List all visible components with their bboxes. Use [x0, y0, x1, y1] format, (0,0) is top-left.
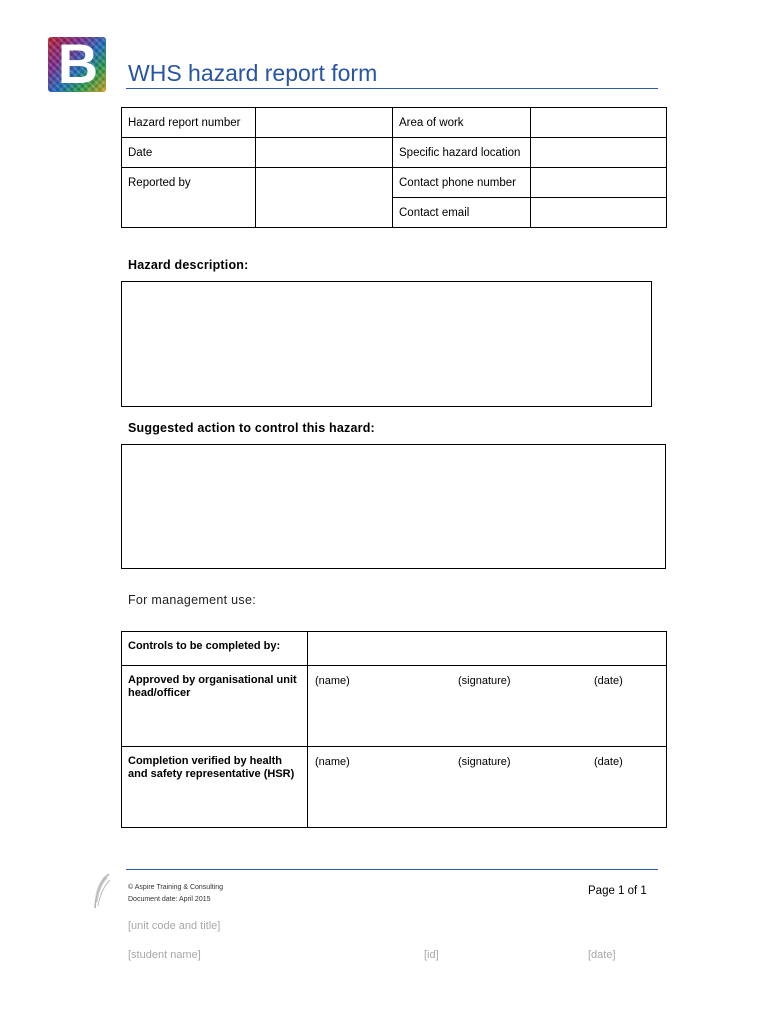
controls-field[interactable]: [308, 632, 667, 666]
document-date: Document date: April 2015: [128, 896, 211, 903]
management-table: [121, 631, 667, 828]
student-placeholder: [student name]: [128, 949, 201, 961]
table-row: [122, 108, 667, 138]
info-label: Reported by: [122, 168, 256, 228]
date-placeholder: [date]: [588, 949, 616, 961]
page-number: Page 1 of 1: [588, 885, 647, 897]
feather-icon: [92, 872, 112, 912]
hazard-description-box[interactable]: [121, 281, 652, 407]
info-label: Hazard report number: [122, 108, 256, 138]
table-row: [122, 747, 667, 828]
management-intro: For management use:: [128, 593, 256, 607]
signature-caption: (signature): [458, 756, 511, 768]
verified-by-field[interactable]: [308, 747, 667, 828]
info-label: Contact email: [393, 198, 531, 228]
approved-by-field[interactable]: [308, 666, 667, 747]
footer-divider: [126, 869, 658, 870]
hazard-report-number-field[interactable]: [256, 108, 393, 138]
reported-by-field[interactable]: [256, 168, 393, 228]
date-caption: (date): [594, 675, 623, 687]
table-row: [122, 666, 667, 747]
suggested-action-label: Suggested action to control this hazard:: [128, 421, 375, 435]
date-caption: (date): [594, 756, 623, 768]
approved-by-label: Approved by organisational unit head/officer: [122, 666, 308, 747]
title-divider: [126, 88, 658, 89]
info-label: Contact phone number: [393, 168, 531, 198]
info-label: Area of work: [393, 108, 531, 138]
hazard-description-label: Hazard description:: [128, 258, 249, 272]
name-caption: (name): [315, 675, 350, 687]
verified-by-label: Completion verified by health and safety representative (HSR): [122, 747, 308, 828]
table-row: [122, 138, 667, 168]
id-placeholder: [id]: [424, 949, 439, 961]
copyright-text: © Aspire Training & Consulting: [128, 884, 224, 891]
area-of-work-field[interactable]: [531, 108, 667, 138]
logo-letter: B: [57, 37, 97, 92]
controls-label: Controls to be completed by:: [122, 632, 308, 666]
date-field[interactable]: [256, 138, 393, 168]
table-row: [122, 168, 667, 198]
info-label: Date: [122, 138, 256, 168]
contact-email-field[interactable]: [531, 198, 667, 228]
table-row: [122, 632, 667, 666]
info-table: [121, 107, 667, 228]
unit-placeholder: [unit code and title]: [128, 920, 221, 932]
suggested-action-box[interactable]: [121, 444, 666, 569]
name-caption: (name): [315, 756, 350, 768]
specific-hazard-location-field[interactable]: [531, 138, 667, 168]
signature-caption: (signature): [458, 675, 511, 687]
page-title: WHS hazard report form: [128, 60, 378, 86]
contact-phone-field[interactable]: [531, 168, 667, 198]
info-label: Specific hazard location: [393, 138, 531, 168]
logo: [48, 37, 106, 92]
